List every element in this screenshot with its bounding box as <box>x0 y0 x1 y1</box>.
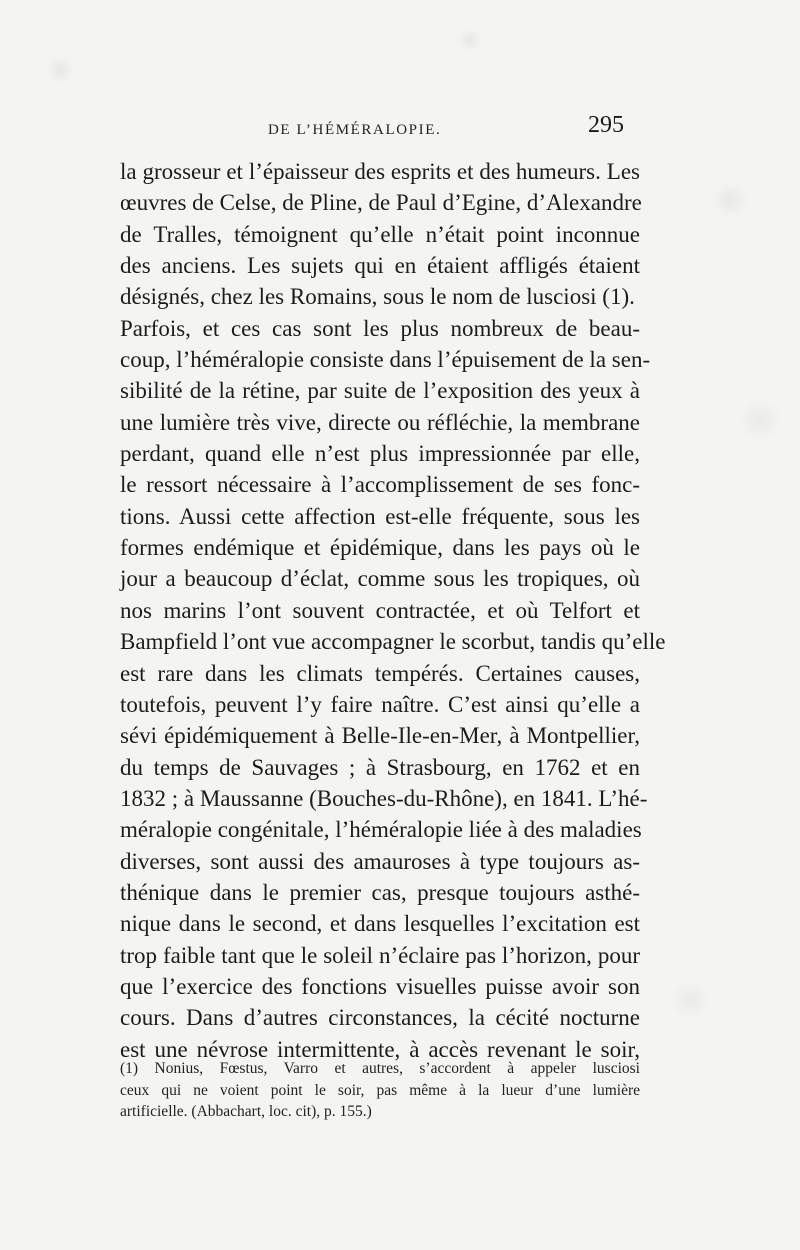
footnote-line: ceux qui ne voient point le soir, pas même à la lueur d’une lumière <box>120 1081 640 1099</box>
text-line: désignés, chez les Romains, sous le nom de lusciosi (1). <box>120 284 635 310</box>
text-line: du temps de Sauvages ; à Strasbourg, en 1762 et en <box>120 754 640 780</box>
text-line: que l’exercice des fonctions visuelles puisse avoir son <box>120 973 640 999</box>
text-line: une lumière très vive, directe ou réfléchie, la membrane <box>120 409 640 435</box>
text-line: est rare dans les climats tempérés. Certaines causes, <box>120 660 640 686</box>
body-text <box>120 156 666 1065</box>
running-head: DE L’HÉMÉRALOPIE. <box>268 122 442 138</box>
text-line: jour a beaucoup d’éclat, comme sous les tropiques, où <box>120 566 640 592</box>
text-line: des anciens. Les sujets qui en étaient affligés étaient <box>120 253 640 279</box>
text-line: coup, l’héméralopie consiste dans l’épuisement de la sen- <box>120 347 651 373</box>
footnote <box>120 1058 640 1123</box>
text-line: le ressort nécessaire à l’accomplissement de ses fonc- <box>120 472 640 498</box>
text-line: Parfois, et ces cas sont les plus nombreux de beau- <box>120 315 640 341</box>
text-line: nos marins l’ont souvent contractée, et où Telfort et <box>120 597 640 623</box>
text-line: trop faible tant que le soleil n’éclaire pas l’horizon, pour <box>120 942 640 968</box>
text-line: cours. Dans d’autres circonstances, la cécité nocturne <box>120 1005 640 1031</box>
footnote-line: (1) Nonius, Fœstus, Varro et autres, s’accordent à appeler lusciosi <box>120 1060 640 1077</box>
text-line: tions. Aussi cette affection est-elle fréquente, sous les <box>120 503 640 529</box>
text-line: est une névrose intermittente, à accès revenant le soir, <box>120 1036 640 1062</box>
text-line: perdant, quand elle n’est plus impressionnée par elle, <box>120 441 640 467</box>
text-line: diverses, sont aussi des amauroses à type toujours as- <box>120 848 640 874</box>
text-line: nique dans le second, et dans lesquelles l’excitation est <box>120 911 640 937</box>
text-line: Bampfield l’ont vue accompagner le scorbut, tandis qu’elle <box>120 629 666 655</box>
text-line: sibilité de la rétine, par suite de l’exposition des yeux à <box>120 378 640 404</box>
text-line: toutefois, peuvent l’y faire naître. C’est ainsi qu’elle a <box>120 691 640 717</box>
page-number: 295 <box>588 112 624 138</box>
text-line: 1832 ; à Maussanne (Bouches-du-Rhône), en 1841. L’hé- <box>120 785 648 811</box>
text-line: la grosseur et l’épaisseur des esprits et des humeurs. Les <box>120 159 640 184</box>
text-line: de Tralles, témoignent qu’elle n’était point inconnue <box>120 221 640 247</box>
text-line: formes endémique et épidémique, dans les pays où le <box>120 535 640 561</box>
text-line: méralopie congénitale, l’héméralopie liée à des maladies <box>120 817 642 843</box>
text-line: thénique dans le premier cas, presque toujours asthé- <box>120 879 640 905</box>
text-line: œuvres de Celse, de Pline, de Paul d’Egine, d’Alexandre <box>120 190 642 216</box>
footnote-line: artificielle. (Abbachart, loc. cit), p. 155.) <box>120 1103 372 1120</box>
text-line: sévi épidémiquement à Belle-Ile-en-Mer, à Montpellier, <box>120 723 640 749</box>
